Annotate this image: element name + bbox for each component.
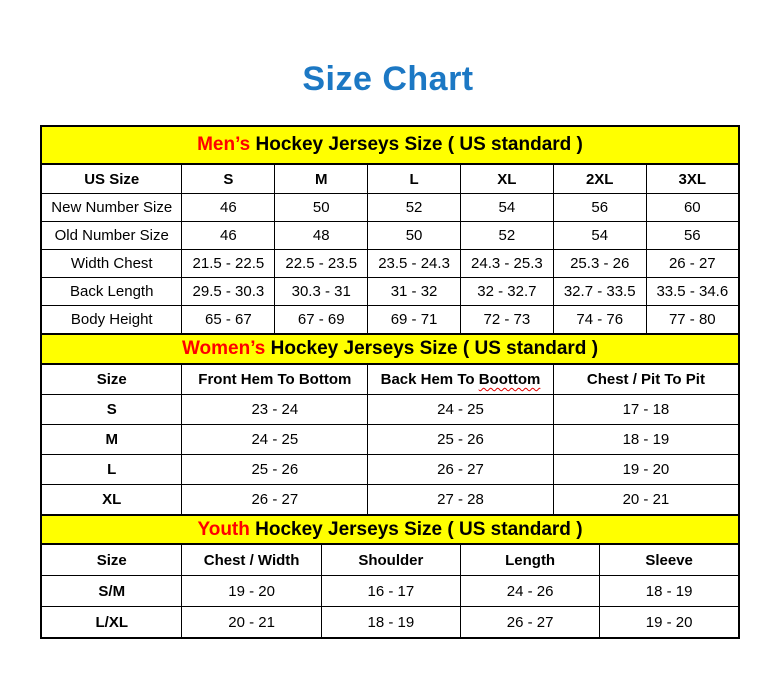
women-row-label: M [41,425,182,455]
youth-row-label: S/M [41,576,182,607]
men-table-row [41,222,739,250]
youth-section-header-rest: Hockey Jerseys Size ( US standard ) [249,518,583,540]
men-cell: 21.5 - 22.5 [182,250,275,278]
men-table-row [41,250,739,278]
youth-table-row [41,607,739,639]
men-section-header [41,126,739,164]
men-column-header-2: M [275,164,368,194]
womens-size-table [40,333,740,516]
men-cell: 46 [182,194,275,222]
women-column-header-2 [368,364,554,395]
women-section-header-highlight: Women’s [181,338,266,359]
youth-column-header-0: Size [41,544,182,576]
men-table-row [41,278,739,306]
men-cell: 52 [368,194,461,222]
men-cell: 54 [460,194,553,222]
men-cell: 50 [275,194,368,222]
women-table-row [41,425,739,455]
women-column-header-3: Chest / Pit To Pit [553,364,739,395]
women-row-label: S [41,395,182,425]
men-row-label: New Number Size [41,194,182,222]
men-column-header-0: US Size [41,164,182,194]
men-cell: 25.3 - 26 [553,250,646,278]
youth-cell: 19 - 20 [182,576,321,607]
men-column-header-1: S [182,164,275,194]
women-column-header-row [41,364,739,395]
women-cell: 19 - 20 [553,455,739,485]
men-cell: 29.5 - 30.3 [182,278,275,306]
men-cell: 32.7 - 33.5 [553,278,646,306]
men-cell: 26 - 27 [646,250,739,278]
men-cell: 77 - 80 [646,306,739,335]
women-table-row [41,455,739,485]
men-table-row [41,194,739,222]
women-row-label: L [41,455,182,485]
women-column-header-prefix: Back Hem To [380,371,479,388]
men-cell: 54 [553,222,646,250]
men-cell: 32 - 32.7 [460,278,553,306]
women-column-header-0: Size [41,364,182,395]
youth-column-header-2: Shoulder [321,544,460,576]
men-column-header-5: 2XL [553,164,646,194]
men-cell: 46 [182,222,275,250]
men-column-header-4: XL [460,164,553,194]
women-cell: 23 - 24 [182,395,368,425]
men-cell: 30.3 - 31 [275,278,368,306]
youth-cell: 20 - 21 [182,607,321,639]
youth-row-label: L/XL [41,607,182,639]
men-cell: 24.3 - 25.3 [460,250,553,278]
youth-section-header [41,515,739,544]
page-title: Size Chart [302,60,474,98]
youth-section-header-highlight: Youth [197,518,250,540]
men-cell: 56 [646,222,739,250]
youth-column-header-row [41,544,739,576]
men-cell: 65 - 67 [182,306,275,335]
men-cell: 60 [646,194,739,222]
women-cell: 26 - 27 [182,485,368,516]
youth-cell: 24 - 26 [460,576,599,607]
men-column-header-3: L [368,164,461,194]
men-row-label: Body Height [41,306,182,335]
women-table-row [41,485,739,516]
size-chart-tables [40,125,740,639]
women-cell: 25 - 26 [182,455,368,485]
youth-cell: 18 - 19 [321,607,460,639]
women-section-band-row [41,334,739,364]
men-cell: 72 - 73 [460,306,553,335]
women-row-label: XL [41,485,182,516]
men-cell: 56 [553,194,646,222]
women-table-row [41,395,739,425]
men-row-label: Old Number Size [41,222,182,250]
men-cell: 69 - 71 [368,306,461,335]
men-cell: 23.5 - 24.3 [368,250,461,278]
mens-size-table [40,125,740,335]
men-table-row [41,306,739,335]
men-cell: 52 [460,222,553,250]
youth-column-header-1: Chest / Width [182,544,321,576]
women-cell: 24 - 25 [368,395,554,425]
women-column-header-1: Front Hem To Bottom [182,364,368,395]
youth-column-header-4: Sleeve [600,544,739,576]
women-cell: 20 - 21 [553,485,739,516]
youth-cell: 19 - 20 [600,607,739,639]
men-cell: 67 - 69 [275,306,368,335]
men-section-band-row [41,126,739,164]
women-cell: 24 - 25 [182,425,368,455]
women-cell: 17 - 18 [553,395,739,425]
women-cell: 27 - 28 [368,485,554,516]
men-section-header-rest: Hockey Jerseys Size ( US standard ) [250,134,583,155]
women-cell: 25 - 26 [368,425,554,455]
youth-cell: 18 - 19 [600,576,739,607]
men-row-label: Width Chest [41,250,182,278]
men-cell: 50 [368,222,461,250]
youth-table-row [41,576,739,607]
men-column-header-row [41,164,739,194]
youth-section-band-row [41,515,739,544]
women-section-header [41,334,739,364]
men-column-header-6: 3XL [646,164,739,194]
men-cell: 31 - 32 [368,278,461,306]
women-section-header-rest: Hockey Jerseys Size ( US standard ) [265,338,599,359]
men-cell: 22.5 - 23.5 [275,250,368,278]
youth-column-header-3: Length [460,544,599,576]
men-section-header-highlight: Men’s [197,134,251,155]
men-cell: 33.5 - 34.6 [646,278,739,306]
women-cell: 18 - 19 [553,425,739,455]
men-cell: 74 - 76 [553,306,646,335]
youth-cell: 26 - 27 [460,607,599,639]
women-cell: 26 - 27 [368,455,554,485]
youth-cell: 16 - 17 [321,576,460,607]
youth-size-table [40,514,740,639]
men-row-label: Back Length [41,278,182,306]
women-column-header-misspelled-word: Boottom [478,371,541,388]
men-cell: 48 [275,222,368,250]
